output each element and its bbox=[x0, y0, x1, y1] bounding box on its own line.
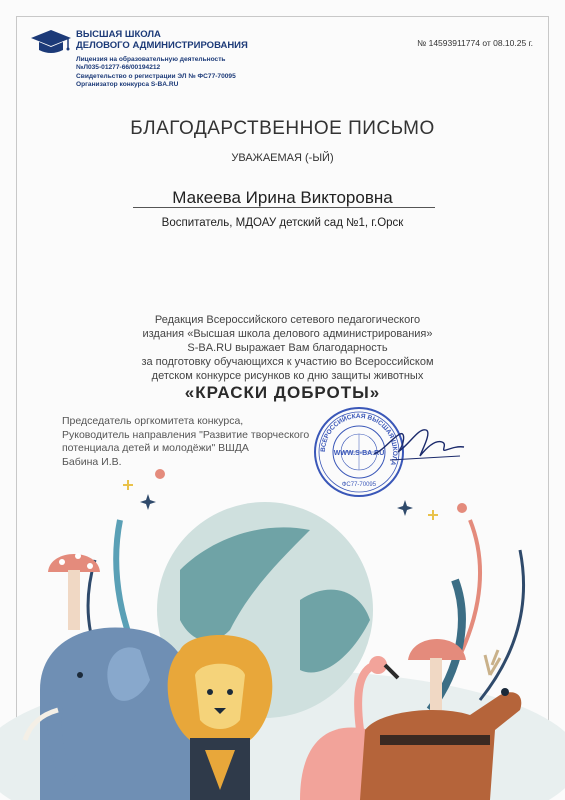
plant-leaf bbox=[480, 550, 524, 700]
body-line: детском конкурсе рисунков ко дню защиты животных bbox=[151, 370, 424, 382]
org-line-1: ВЫСШАЯ ШКОЛА bbox=[76, 29, 161, 40]
signer-title-line: Председатель оргкомитета конкурса, bbox=[62, 415, 244, 427]
license-text: Лицензия на образовательную деятельность bbox=[76, 56, 226, 63]
signer-title-line: потенциала детей и молодёжи" ВШДА bbox=[62, 442, 249, 454]
letter-title: БЛАГОДАРСТВЕННОЕ ПИСЬМО bbox=[130, 118, 435, 139]
elephant-icon bbox=[25, 628, 191, 800]
name-underline bbox=[133, 207, 435, 208]
stamp-bottom-text: ФС77-70095 bbox=[341, 482, 377, 488]
org-line-2: ДЕЛОВОГО АДМИНИСТРИРОВАНИЯ bbox=[76, 40, 248, 51]
letter-body bbox=[0, 313, 565, 383]
flower-icon bbox=[457, 503, 467, 513]
contest-name: «КРАСКИ ДОБРОТЫ» bbox=[184, 383, 381, 402]
body-line: за подготовку обучающихся к участию во Всероссийском bbox=[141, 356, 434, 368]
stamp-center-text: WWW.S-BA.RU bbox=[333, 450, 385, 457]
organization-name bbox=[76, 29, 248, 51]
body-line: издания «Высшая школа делового администрирования» bbox=[142, 328, 433, 340]
license-number: №Л035-01277-66/00194212 bbox=[76, 64, 161, 72]
animals-illustration bbox=[0, 460, 565, 800]
signer-name: Бабина И.В. bbox=[62, 455, 122, 468]
recipient-name: Макеева Ирина Викторовна bbox=[172, 188, 393, 207]
recipient-position: Воспитатель, МДОАУ детский сад №1, г.Орск bbox=[161, 217, 404, 229]
mushroom-icon bbox=[48, 553, 100, 630]
organization-details bbox=[76, 56, 236, 90]
signer-title-line: Руководитель направления "Развитие творческого bbox=[62, 428, 310, 441]
body-line: S-BA.RU выражает Вам благодарность bbox=[187, 342, 388, 354]
greeting: УВАЖАЕМАЯ (-ЫЙ) bbox=[231, 152, 334, 164]
stamp-ring-text: ВСЕРОССИЙСКАЯ ВЫСШАЯ ШКОЛА bbox=[319, 412, 399, 467]
body-line: Редакция Всероссийского сетевого педагогического bbox=[154, 314, 421, 326]
registration-text: Свидетельство о регистрации ЭЛ № ФС77-70095 bbox=[76, 72, 236, 80]
graduation-cap-logo-icon bbox=[30, 28, 72, 56]
organizer-text: Организатор конкурса S-BA.RU bbox=[76, 81, 179, 89]
flower-icon bbox=[155, 469, 165, 479]
document-number: № 14593911774 от 08.10.25 г. bbox=[417, 38, 533, 48]
